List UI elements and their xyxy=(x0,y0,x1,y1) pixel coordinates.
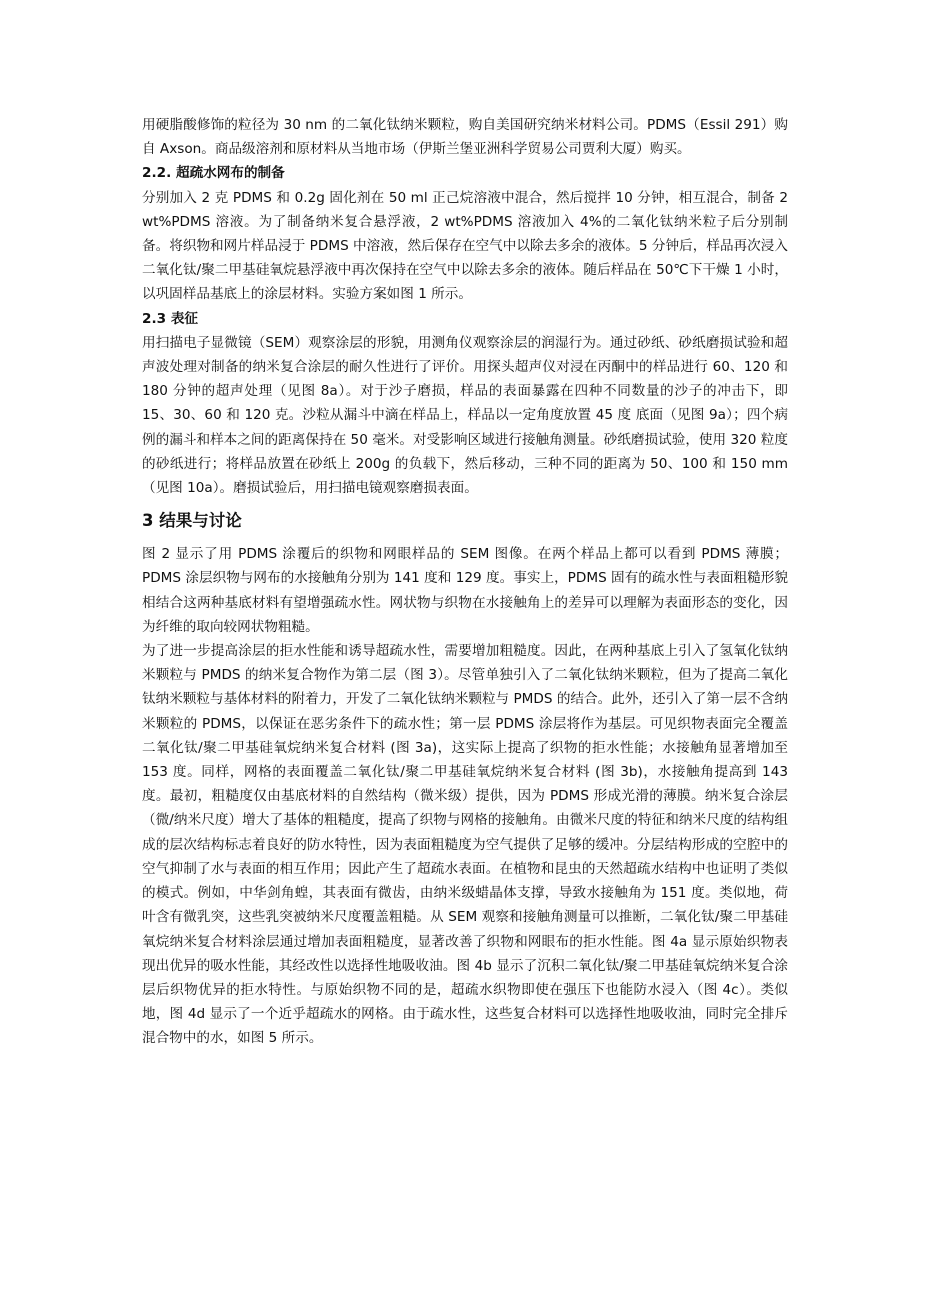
paragraph-materials: 用硬脂酸修饰的粒径为 30 nm 的二氧化钛纳米颗粒，购自美国研究纳米材料公司。PDMS（Essil 291）购自 Axson。商品级溶剂和原材料从当地市场（伊斯兰堡亚洲科学贸易公司贾利大厦）购买。 xyxy=(142,117,788,158)
heading-section-3: 3 结果与讨论 xyxy=(142,511,242,531)
paragraph-characterization: 用扫描电子显微镜（SEM）观察涂层的形貌，用测角仪观察涂层的润湿行为。通过砂纸、砂纸磨损试验和超声波处理对制备的纳米复合涂层的耐久性进行了评价。用探头超声仪对浸在丙酮中的样品进行 60、120 和 180 分钟的超声处理（见图 8a）。对于沙子磨损，样品的表面暴露在四种不同数量的沙子的冲击下，即 15、30、60 和 120 克。沙粒从漏斗中滴在样品上，样品以一定角度放置 45 度 底面（见图 9a）；四个病例的漏斗和样本之间的距离保持在 50 毫米。对受影响区域进行接触角测量。砂纸磨损试验，使用 320 粒度的砂纸进行；将样品放置在砂纸上 200g 的负载下，然后移动，三种不同的距离为 50、100 和 150 mm（见图 10a）。磨损试验后，用扫描电镜观察磨损表面。 xyxy=(142,334,788,497)
paragraph-results-1: 图 2 显示了用 PDMS 涂覆后的织物和网眼样品的 SEM 图像。在两个样品上都可以看到 PDMS 薄膜；PDMS 涂层织物与网布的水接触角分别为 141 度和 129 度。事实上，PDMS 固有的疏水性与表面粗糙形貌相结合这两种基底材料有望增强疏水性。网状物与织物在水接触角上的差异可以理解为表面形态的变化，因为纤维的取向较网状物粗糙。 xyxy=(142,546,788,635)
paragraph-results-2: 为了进一步提高涂层的拒水性能和诱导超疏水性，需要增加粗糙度。因此，在两种基底上引入了氢氧化钛纳米颗粒与 PMDS 的纳米复合物作为第二层（图 3）。尽管单独引入了二氧化钛纳米颗粒，但为了提高二氧化钛纳米颗粒与基体材料的附着力，开发了二氧化钛纳米颗粒与 PMDS 的结合。此外，还引入了第一层不含纳米颗粒的 PDMS，以保证在恶劣条件下的疏水性；第一层 PDMS 涂层将作为基层。可见织物表面完全覆盖二氧化钛/聚二甲基硅氧烷纳米复合材料 (图 3a)，这实际上提高了织物的拒水性能；水接触角显著增加至 153 度。同样，网格的表面覆盖二氧化钛/聚二甲基硅氧烷纳米复合材料 (图 3b)，水接触角提高到 143 度。最初，粗糙度仅由基底材料的自然结构（微米级）提供，因为 PDMS 形成光滑的薄膜。纳米复合涂层（微/纳米尺度）增大了基体的粗糙度，提高了织物与网格的接触角。由微米尺度的特征和纳米尺度的结构组成的层次结构标志着良好的防水特性，因为表面粗糙度为空气提供了足够的缓冲。分层结构形成的空腔中的空气抑制了水与表面的相互作用；因此产生了超疏水表面。在植物和昆虫的天然超疏水结构中也证明了类似的模式。例如，中华剑角蝗，其表面有微齿，由纳米级蜡晶体支撑，导致水接触角为 151 度。类似地，荷叶含有微乳突，这些乳突被纳米尺度覆盖粗糙。从 SEM 观察和接触角测量可以推断，二氧化钛/聚二甲基硅氧烷纳米复合材料涂层通过增加表面粗糙度，显著改善了织物和网眼布的拒水性能。图 4a 显示原始织物表现出优异的吸水性能，其经改性以选择性地吸收油。图 4b 显示了沉积二氧化钛/聚二甲基硅氧烷纳米复合涂层后织物优异的拒水特性。与原始织物不同的是，超疏水织物即使在强压下也能防水浸入（图 4c）。类似地，图 4d 显示了一个近乎超疏水的网格。由于疏水性，这些复合材料可以选择性地吸收油，同时完全排斥混合物中的水，如图 5 所示。 xyxy=(142,643,788,1047)
heading-2-3: 2.3 表征 xyxy=(142,310,199,327)
document-body xyxy=(142,113,788,1051)
heading-2-2: 2.2. 超疏水网布的制备 xyxy=(142,165,285,182)
paragraph-preparation: 分别加入 2 克 PDMS 和 0.2g 固化剂在 50 ml 正己烷溶液中混合，然后搅拌 10 分钟，相互混合，制备 2 wt%PDMS 溶液。为了制备纳米复合悬浮液，2 wt%PDMS 溶液加入 4%的二氧化钛纳米粒子后分别制备。将织物和网片样品浸于 PDMS 中溶液，然后保存在空气中以除去多余的液体。5 分钟后，样品再次浸入二氧化钛/聚二甲基硅氧烷悬浮液中再次保持在空气中以除去多余的液体。随后样品在 50℃下干燥 1 小时，以巩固样品基底上的涂层材料。实验方案如图 1 所示。 xyxy=(142,189,788,303)
